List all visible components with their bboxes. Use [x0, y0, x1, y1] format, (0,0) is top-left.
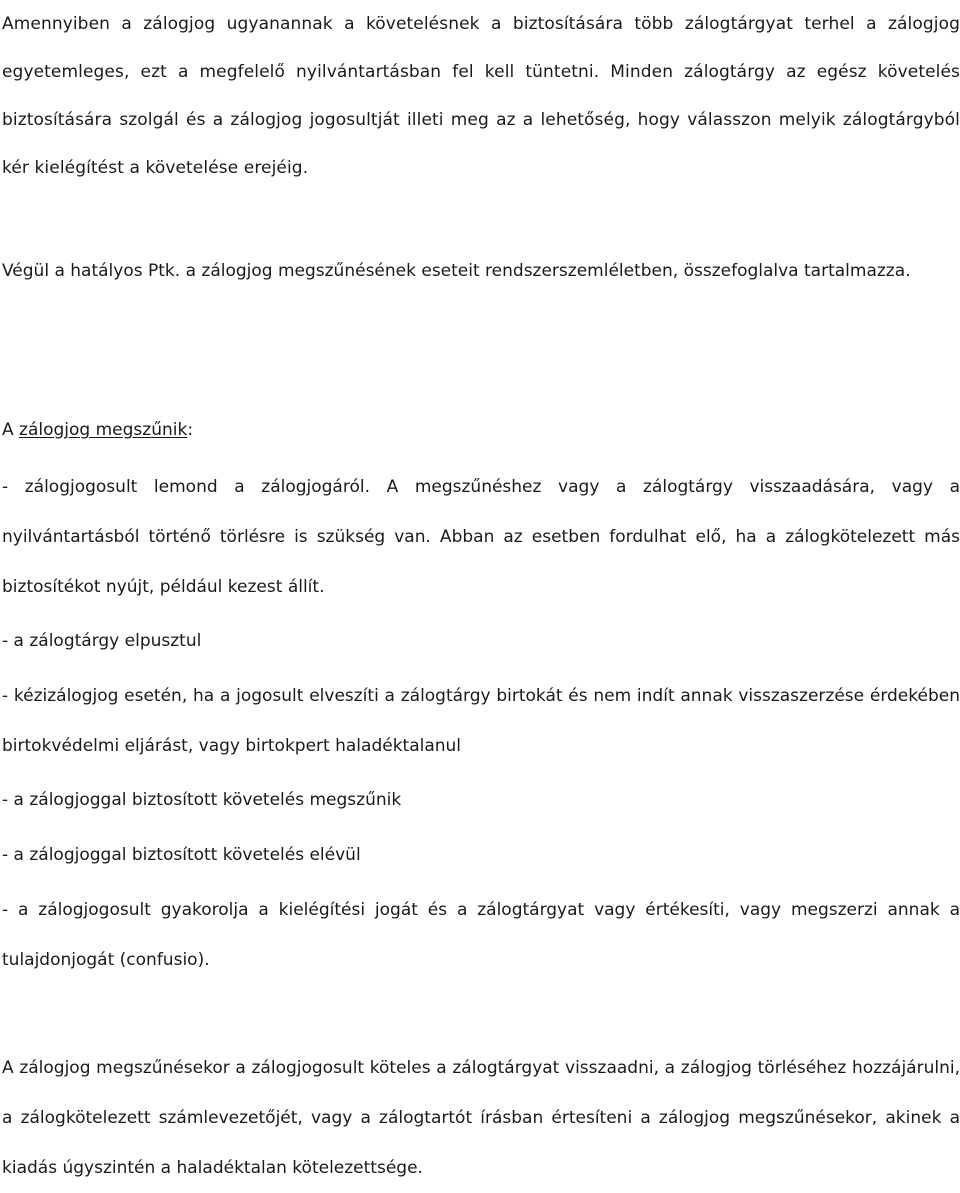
list-item-claim-expires: - a zálogjoggal biztosított követelés elévül — [2, 845, 361, 865]
paragraph-obligations: A zálogjog megszűnésekor a zálogjogosult köteles a zálogtárgyat visszaadni, a zálogjog törléséhez hozzájárulni, a zálogkötelezett számlevezetőjét, vagy a zálogtartót írásban értesíteni a zálogjog megszűnésekor, akinek a kiadás úgyszintén a haladéktalan kötelezettsége. — [2, 1058, 960, 1178]
list-item-destroyed: - a zálogtárgy elpusztul — [2, 631, 202, 651]
list-item-satisfaction: - a zálogjogosult gyakorolja a kielégítési jogát és a zálogtárgyat vagy értékesíti, vagy megszerzi annak a tulajdonjogát (confusio). — [2, 900, 960, 970]
section-heading — [2, 406, 960, 454]
paragraph-joint-pledge: Amennyiben a zálogjog ugyanannak a követelésnek a biztosítására több zálogtárgyat terhel a zálogjog egyetemleges, ezt a megfelelő nyilvántartásban fel kell tüntetni. Minden zálogtárgy az egész követelés biztosítására szolgál és a zálogjog jogosultját illeti meg az a lehetőség, hogy válasszon melyik zálogtárgyból kér kielégítést a követelése erejéig. — [2, 14, 960, 178]
heading-underlined: zálogjog megszűnik — [19, 420, 188, 440]
list-item-possession-lost: - kézizálogjog esetén, ha a jogosult elveszíti a zálogtárgy birtokát és nem indít annak visszaszerzése érdekében birtokvédelmi eljárást, vagy birtokpert haladéktalanul — [2, 686, 960, 756]
list-item-claim-ceases: - a zálogjoggal biztosított követelés megszűnik — [2, 790, 402, 810]
paragraph-ptk-summary: Végül a hatályos Ptk. a zálogjog megszűnésének eseteit rendszerszemléletben, összefoglalva tartalmazza. — [2, 261, 911, 281]
list-item-waiver: - zálogjogosult lemond a zálogjogáról. A megszűnéshez vagy a zálogtárgy visszaadására, vagy a nyilvántartásból történő törlésre is szükség van. Abban az esetben fordulhat elő, ha a zálogkötelezett más biztosítékot nyújt, például kezest állít. — [2, 477, 960, 597]
heading-suffix: : — [187, 420, 194, 440]
heading-prefix: A — [2, 420, 20, 440]
